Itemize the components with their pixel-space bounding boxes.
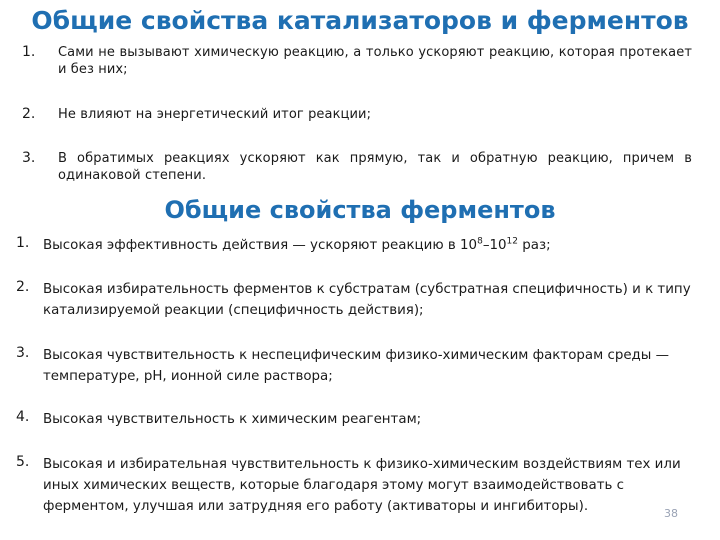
exponent: 12 xyxy=(506,236,518,247)
item-number: 2. xyxy=(22,106,36,122)
item-text: Высокая эффективность действия — ускоряют реакцию в $10^8-10^{12}$ раз; xyxy=(43,236,551,253)
item-text: Высокая избирательность ферментов к субстратам (субстратная специфичность) и к типу катализируемой реакции (специфичность действия); xyxy=(43,282,691,318)
item-number: 5. xyxy=(16,454,30,470)
item-number: 3. xyxy=(22,150,36,166)
page-number: 38 xyxy=(664,507,678,520)
item-text: Высокая чувствительность к неспецифическим физико-химическим факторам среды — температуре, pH, ионной силе раствора; xyxy=(43,348,670,384)
item-text: В обратимых реакциях ускоряют как прямую, так и обратную реакцию, причем в одинаковой степени. xyxy=(58,151,692,183)
section-subtitle: Общие свойства ферментов xyxy=(164,196,556,224)
exponent: 8 xyxy=(477,236,483,247)
item-number: 1. xyxy=(22,44,36,60)
slide-title: Общие свойства катализаторов и ферментов xyxy=(31,6,689,35)
item-number: 3. xyxy=(16,345,30,361)
item-number: 4. xyxy=(16,409,30,425)
item-number: 2. xyxy=(16,279,30,295)
item-text: Высокая и избирательная чувствительность к физико-химическим воздействиям тех или иных химических веществ, которые благодаря этому могут взаимодействовать с ферментом, улучшая или затрудняя его работу (активаторы и ингибиторы). xyxy=(43,457,681,514)
item-number: 1. xyxy=(16,235,30,251)
item-text: Не влияют на энергетический итог реакции; xyxy=(58,107,372,122)
item-text: Высокая чувствительность к химическим реагентам; xyxy=(43,412,422,427)
item-text: Сами не вызывают химическую реакцию, а только ускоряют реакцию, которая протекает и без них; xyxy=(58,45,692,77)
